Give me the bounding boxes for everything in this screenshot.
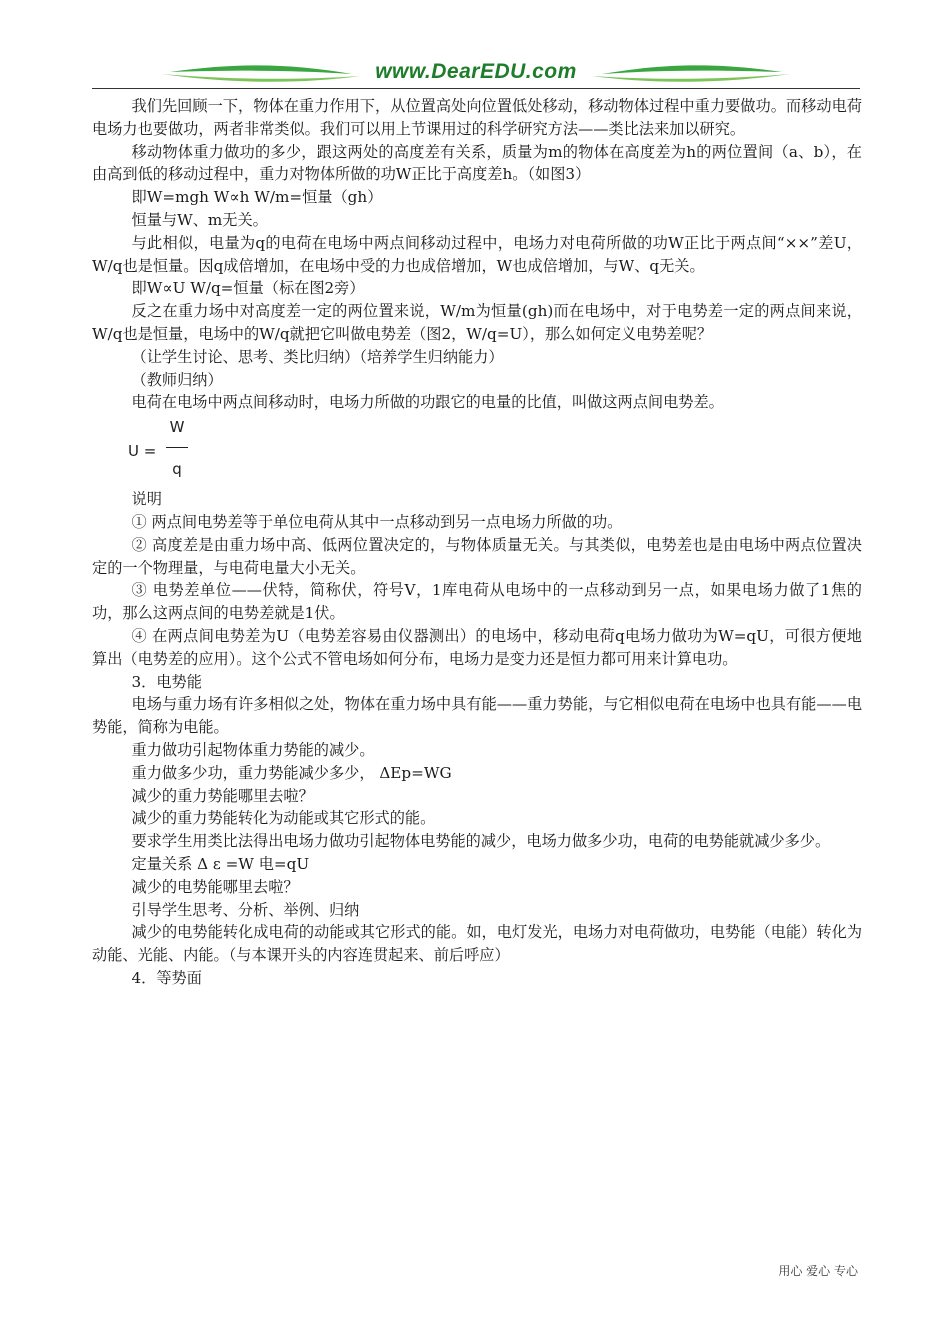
paragraph: （让学生讨论、思考、类比归纳）（培养学生归纳能力） [131,347,504,366]
potential-difference-formula [128,414,862,488]
paragraph: 减少的重力势能转化为动能或其它形式的能。 [131,809,436,828]
paragraph: 定量关系 Δ ε =W 电=qU [131,854,310,873]
paragraph: 减少的电势能哪里去啦？ [131,877,299,896]
header-divider [92,88,860,89]
section-heading: 3．电势能 [131,672,202,691]
paragraph: ③ 电势差单位——伏特，简称伏，符号V，1库电荷从电场中的一点移动到另一点，如果电场力做了1焦的功，那么这两点间的电势差就是1伏。 [92,581,862,623]
paragraph: 电场与重力场有许多相似之处，物体在重力场中具有能——重力势能，与它相似电荷在电场中也具有能——电势能，简称为电能。 [92,695,862,737]
paragraph: ② 高度差是由重力场中高、低两位置决定的，与物体质量无关。与其类似，电势差也是由电场中两点位置决定的一个物理量，与电荷电量大小无关。 [92,535,862,577]
paragraph: 移动物体重力做功的多少，跟这两处的高度差有关系，质量为m的物体在高度差为h的两位置间（a、b），在由高到低的移动过程中，重力对物体所做的功W正比于高度差h。（如图3） [92,142,862,184]
paragraph: 恒量与W、m无关。 [131,210,268,229]
page-footer: 用心 爱心 专心 [778,1264,858,1278]
paragraph: 说明 [131,490,162,509]
section-heading: 4．等势面 [131,968,202,987]
paragraph: ① 两点间电势差等于单位电荷从其中一点移动到另一点电场力所做的功。 [131,512,623,531]
fraction-bar [166,447,188,448]
paragraph: 要求学生用类比法得出电场力做功引起物体电势能的减少，电场力做多少功，电荷的电势能就减少多少。 [131,832,831,851]
paragraph: 引导学生思考、分析、举例、归纳 [131,900,360,919]
document-body [92,95,862,990]
formula-denominator: q [172,460,182,479]
formula-lhs: U = [128,442,157,461]
page-header [92,58,860,90]
paragraph: 电荷在电场中两点间移动时，电场力所做的功跟它的电量的比值，叫做这两点间电势差。 [131,393,724,412]
site-logo-text: www.DearEDU.com [375,60,577,83]
paragraph: 即W=mgh W∝h W/m=恒量（gh） [131,188,383,207]
paragraph: 我们先回顾一下，物体在重力作用下，从位置高处向位置低处移动，移动物体过程中重力要做功。而移动电荷电场力也要做功，两者非常类似。我们可以用上节课用过的科学研究方法——类比法来加以研究。 [92,97,862,138]
paragraph: 重力做多少功，重力势能减少多少， ΔEp=WG [131,763,452,782]
paragraph: 与此相似，电量为q的电荷在电场中两点间移动过程中，电场力对电荷所做的功W正比于两点间“××”差U，W/q也是恒量。因q成倍增加，在电场中受的力也成倍增加，W也成倍增加，与W、q无关。 [92,233,862,275]
paragraph: （教师归纳） [131,370,223,389]
paragraph: 减少的重力势能哪里去啦？ [131,786,314,805]
paragraph: 反之在重力场中对高度差一定的两位置来说，W/m为恒量(gh)而在电场中，对于电势差一定的两点间来说，W/q也是恒量，电场中的W/q就把它叫做电势差（图2，W/q=U），那么如何定义电势差呢？ [92,302,862,343]
paragraph: ④ 在两点间电势差为U（电势差容易由仪器测出）的电场中，移动电荷q电场力做功为W=qU，可很方便地算出（电势差的应用）。这个公式不管电场如何分布，电场力是变力还是恒力都可用来计算电功。 [92,626,862,668]
paragraph: 重力做功引起物体重力势能的减少。 [131,740,375,759]
paragraph: 减少的电势能转化成电荷的动能或其它形式的能。如，电灯发光，电场力对电荷做功，电势能（电能）转化为动能、光能、内能。（与本课开头的内容连贯起来、前后呼应） [92,923,862,965]
formula-numerator: W [169,418,185,437]
paragraph: 即W∝U W/q=恒量（标在图2旁） [131,279,365,298]
